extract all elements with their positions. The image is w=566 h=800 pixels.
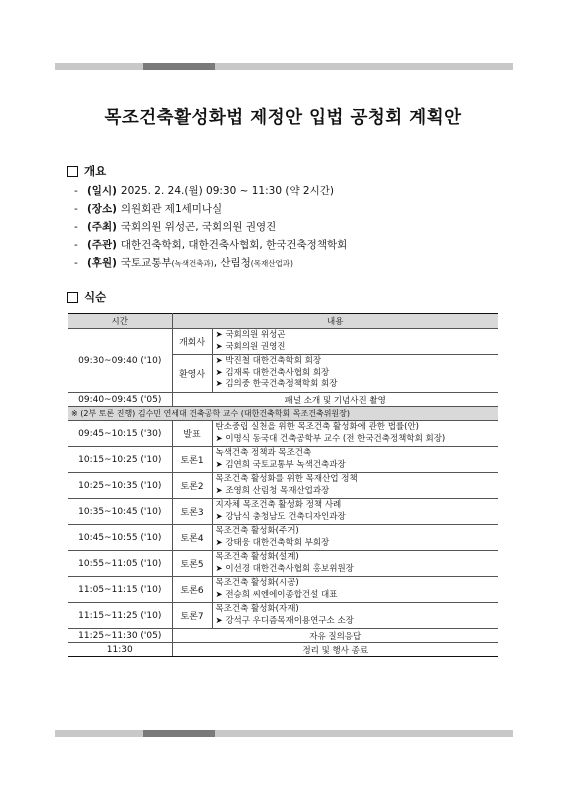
session-content: 목조건축 활성화를 위한 목재산업 정책 ➤ 조영희 산림청 목재산업과장: [212, 473, 498, 499]
qa-time: 11:25~11:30 ('05): [68, 629, 172, 643]
session-content: 목조건축 활성화(자재) ➤ 강석구 우디즘목재이용연구소 소장: [212, 603, 498, 629]
schedule-heading-label: 식순: [84, 290, 107, 304]
session-time: 10:45~10:55 ('10): [68, 525, 172, 551]
section-overview-heading: [67, 163, 106, 179]
table-row: [68, 473, 498, 499]
session-content: 목조건축 활성화(설계) ➤ 이선경 대한건축사협회 홍보위원장: [212, 551, 498, 577]
closing-content: 정리 및 행사 종료: [172, 643, 498, 657]
header-time: 시간: [68, 314, 172, 329]
overview-heading-label: 개요: [84, 164, 107, 178]
table-row: [68, 643, 498, 657]
session-role: 토론2: [172, 473, 212, 499]
checkbox-square-icon: [67, 292, 78, 303]
session-role: 토론1: [172, 447, 212, 473]
table-row: [68, 393, 498, 407]
photo-time: 09:40~09:45 ('05): [68, 393, 172, 407]
overview-item-organizer: - (주관) 대한건축학회, 대한건축사협회, 한국건축정책학회: [74, 239, 348, 251]
header-content: 내용: [172, 314, 498, 329]
qa-content: 자유 질의응답: [172, 629, 498, 643]
overview-item-date: - (일시) 2025. 2. 24.(월) 09:30 ~ 11:30 (약 2시간): [74, 185, 334, 197]
table-row: [68, 629, 498, 643]
session-time: 10:55~11:05 ('10): [68, 551, 172, 577]
table-row: [68, 525, 498, 551]
session-role: 토론6: [172, 577, 212, 603]
bottom-decorative-bar: [55, 730, 513, 737]
moderator-note: ※ (2부 토론 진행) 김수민 연세대 건축공학 교수 (대한건축학회 목조건축위원장): [68, 407, 498, 421]
schedule-table: [68, 313, 498, 657]
session-time: 11:15~11:25 ('10): [68, 603, 172, 629]
session-role: 토론4: [172, 525, 212, 551]
document-title: 목조건축활성화법 제정안 입법 공청회 계획안: [104, 108, 462, 128]
session-time: 11:05~11:15 ('10): [68, 577, 172, 603]
checkbox-square-icon: [67, 166, 78, 177]
table-row: [68, 499, 498, 525]
session-time: 10:35~10:45 ('10): [68, 499, 172, 525]
table-row: [68, 603, 498, 629]
session-role: 토론5: [172, 551, 212, 577]
session-content: 목조건축 활성화(주거) ➤ 강태웅 대한건축학회 부회장: [212, 525, 498, 551]
session-content: 목조건축 활성화(시공) ➤ 전승희 씨엔에이종합건설 대표: [212, 577, 498, 603]
table-row: [68, 329, 498, 355]
table-row: [68, 551, 498, 577]
session-role: 토론3: [172, 499, 212, 525]
table-row: [68, 421, 498, 447]
session-role: 발표: [172, 421, 212, 447]
top-decorative-bar: [55, 63, 513, 70]
table-row: [68, 577, 498, 603]
overview-item-host: - (주최) 국회의원 위성곤, 국회의원 권영진: [74, 221, 277, 233]
session-time: 09:45~10:15 ('30): [68, 421, 172, 447]
welcome-role: 환영사: [172, 355, 212, 393]
session-content: 녹색건축 정책과 목조건축 ➤ 김연희 국토교통부 녹색건축과장: [212, 447, 498, 473]
section-schedule-heading: [67, 289, 106, 305]
photo-content: 패널 소개 및 기념사진 촬영: [172, 393, 498, 407]
table-row: [68, 447, 498, 473]
welcome-content: ➤ 박진철 대한건축학회 회장 ➤ 김재록 대한건축사협회 회장 ➤ 김의중 한국건축정책학회 회장: [212, 355, 498, 393]
session-time: 10:15~10:25 ('10): [68, 447, 172, 473]
opening-content: ➤ 국회의원 위성곤 ➤ 국회의원 권영진: [212, 329, 498, 355]
overview-item-sponsor: - (후원) 국토교통부(녹색건축과), 산림청(목재산업과): [74, 257, 293, 269]
session-time: 10:25~10:35 ('10): [68, 473, 172, 499]
opening-time: 09:30~09:40 ('10): [68, 329, 172, 393]
opening-role: 개회사: [172, 329, 212, 355]
table-header-row: [68, 314, 498, 329]
overview-list: [74, 182, 347, 272]
closing-time: 11:30: [68, 643, 172, 657]
table-note-row: [68, 407, 498, 421]
overview-item-venue: - (장소) 의원회관 제1세미나실: [74, 203, 223, 215]
session-role: 토론7: [172, 603, 212, 629]
session-content: 지자체 목조건축 활성화 정책 사례 ➤ 강남식 충청남도 건축디자인과장: [212, 499, 498, 525]
session-content: 탄소중립 실천을 위한 목조건축 활성화에 관한 법률(안) ➤ 이명식 동국대 건축공학부 교수 (전 한국건축정책학회 회장): [212, 421, 498, 447]
